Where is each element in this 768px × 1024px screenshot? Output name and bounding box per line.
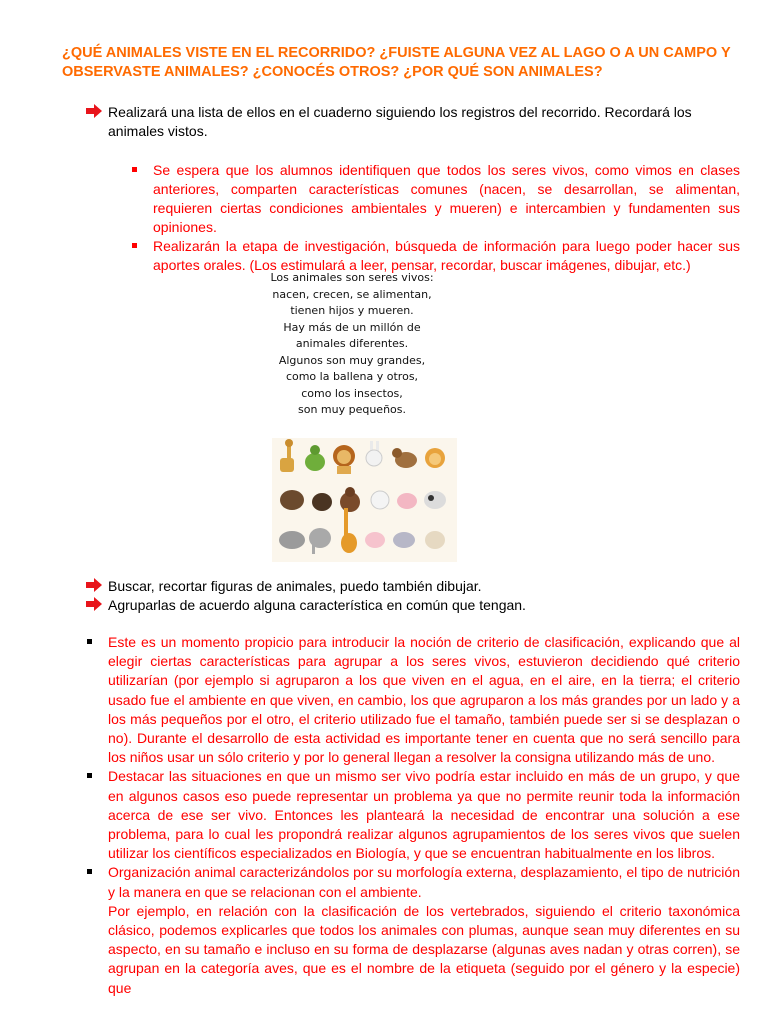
- square-bullet-icon: [87, 773, 92, 778]
- expectations-list: [130, 161, 740, 275]
- rhino-icon: [279, 531, 305, 549]
- square-bullet-icon: [132, 167, 137, 172]
- animals-illustration: [272, 438, 457, 562]
- example-paragraph: Por ejemplo, en relación con la clasificación de los vertebrados, siguiendo el criterio taxonómica clásico, podemos explicarles que todos los animales con plumas, aunque sean muy diferentes en su aspecto, en su tamaño e incluso en su forma de desplazarse (algunas aves nadan y otras corren), se agrupan en la categoría aves, que es el nombre de la etiqueta (seguido por el género y la especie) que: [108, 902, 740, 996]
- arrow-list-item: Realizará una lista de ellos en el cuaderno siguiendo los registros del recorrido. Recordará los animales vistos.: [86, 103, 746, 141]
- list-item: Destacar las situaciones en que un mismo ser vivo podría estar incluido en más de un grupo, y que en algunos casos eso puede representar un problema ya que no permite reunir toda la información acerca de ese ser vivo. Entonces les planteará la necesidad de encontrar una solución a ese problema, para lo cual les propondrá realizar algunos agrupamientos de los seres vivos que suelen utilizar los científicos especializados en Biología, y que se encuentran habitualmente en los libros.: [86, 767, 740, 863]
- square-bullet-icon: [87, 639, 92, 644]
- list-item: Organización animal caracterizándolos por su morfología externa, desplazamiento, el tipo de nutrición y la manera en que se relacionan con el ambiente.: [86, 863, 740, 901]
- list-item: Este es un momento propicio para introducir la noción de criterio de clasificación, explicando que al elegir ciertas características para agrupar a los seres vivos, estuvieron decidiendo qué criterio utilizarían (por ejemplo si agruparon a los que viven en el agua, en el aire, en la tierra; el criterio usado fue el ambiente en que viven, en cambio, los que agruparon a los más grandes por un lado y a los más pequeños por el otro, el criterio utilizado fue el tamaño, también puede ser si se desplazan o no). Durante el desarrollo de esta actividad es importante tener en cuenta que no será sencillo para los niños usar un sólo criterio y por lo general llegan a resolver la consigna utilizando más de uno.: [86, 633, 740, 767]
- piglet-icon: [365, 532, 385, 548]
- list-item: Se espera que los alumnos identifiquen que todos los seres vivos, como vimos en clases anteriores, comparten características comunes (nacen, se desarrollan, se alimentan, requieren ciertas condiciones ambientales y mueren) e intercambien y fundamenten sus opiniones.: [130, 161, 740, 237]
- list-item: Realizarán la etapa de investigación, búsqueda de información para luego poder hacer sus aportes orales. (Los estimulará a leer, pensar, recordar, buscar imágenes, dibujar, etc.): [130, 237, 740, 275]
- arrow-bullet-icon: [86, 578, 102, 592]
- pig-icon: [397, 493, 417, 509]
- square-bullet-icon: [87, 869, 92, 874]
- cow-icon: [424, 491, 446, 509]
- hippo-icon: [393, 532, 415, 548]
- bull-icon: [312, 493, 332, 511]
- poem-image: Los animales son seres vivos: nacen, crecen, se alimentan, tienen hijos y mueren. Hay más de un millón de animales diferentes. Algunos son muy grandes, como la ballena y otros, como los insectos, son muy pequeños.: [270, 271, 434, 416]
- square-bullet-icon: [132, 243, 137, 248]
- classification-list: [86, 633, 740, 998]
- arrow-list-item: Agruparlas de acuerdo alguna característica en común que tengan.: [86, 596, 746, 615]
- sheep-icon: [371, 491, 389, 509]
- buffalo-icon: [280, 490, 304, 510]
- arrow-bullet-icon: [86, 597, 102, 611]
- lion-cub-icon: [425, 448, 445, 468]
- goat-icon: [425, 531, 445, 549]
- arrow-bullet-icon: [86, 104, 102, 118]
- page-heading: ¿QUÉ ANIMALES VISTE EN EL RECORRIDO? ¿FUISTE ALGUNA VEZ AL LAGO O A UN CAMPO Y OBSERVASTE ANIMALES? ¿CONOCÉS OTROS? ¿POR QUÉ SON ANIMALES?: [62, 45, 731, 80]
- arrow-list-item: Buscar, recortar figuras de animales, puedo también dibujar.: [86, 577, 746, 596]
